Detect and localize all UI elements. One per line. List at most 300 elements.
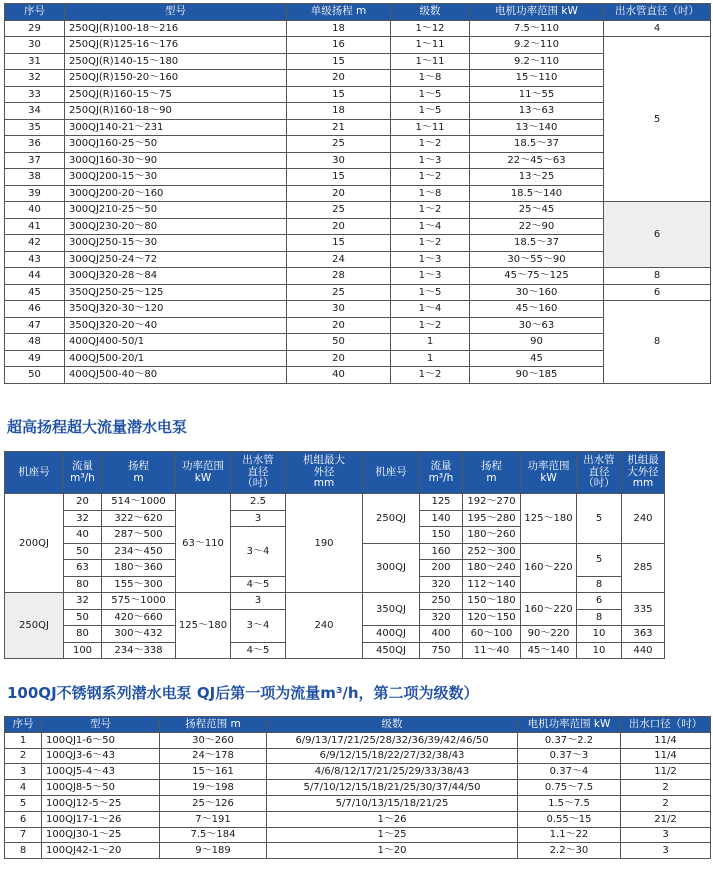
power-cell: 45～75～125 [470,268,604,285]
head-cell: 180～240 [463,560,521,577]
index-cell: 39 [5,185,65,202]
flow-unit: m³/h [70,471,95,484]
od-cell: 190 [286,494,363,593]
model-cell: 300QJ160-30～90 [65,152,287,169]
flow-cell: 32 [64,510,102,527]
model-cell: 100QJ1-6～50 [42,732,160,748]
power-cell: 11～55 [470,86,604,103]
seat-cell: 450QJ [363,642,420,659]
power-cell: 45 [470,350,604,367]
flow-cell: 125 [420,494,463,511]
model-cell: 400QJ500-40～80 [65,367,287,384]
stages-cell: 1～26 [267,811,518,827]
stages-cell: 1～5 [391,86,470,103]
stages-cell: 1～2 [391,202,470,219]
stages-cell: 1～11 [391,37,470,54]
model-cell: 300QJ210-25～50 [65,202,287,219]
stage-head-cell: 20 [287,185,391,202]
index-cell: 4 [5,780,42,796]
table-body [5,732,711,858]
col-header-power: 电机功率范围 kW [470,4,604,21]
table-row [5,748,711,764]
model-cell: 300QJ200-15～30 [65,169,287,186]
pipe-cell: 3～4 [231,527,286,577]
stages-cell: 1～2 [391,367,470,384]
col-header-od [286,452,363,494]
pipe-cell: 4～5 [231,642,286,659]
seat-cell: 350QJ [363,593,420,626]
head-cell: 150～180 [463,593,521,610]
model-cell: 100QJ12-5～25 [42,795,160,811]
pipe-cell: 4 [604,20,711,37]
head-cell: 9～189 [160,843,267,859]
pipe-cell: 10 [577,626,622,643]
stages-cell: 4/6/8/12/17/21/25/29/33/38/43 [267,764,518,780]
index-cell: 6 [5,811,42,827]
outlet-cell: 11/4 [621,748,711,764]
od-unit-r: mm [632,477,654,490]
pipe-unit-r: （吋） [583,477,615,490]
pipe-cell: 8 [577,576,622,593]
stage-head-cell: 30 [287,152,391,169]
stage-head-cell: 18 [287,103,391,120]
flow-cell: 140 [420,510,463,527]
od-label-2-r: 大外径 [627,465,659,478]
index-cell: 50 [5,367,65,384]
flow-cell: 320 [420,576,463,593]
head-cell: 120～150 [463,609,521,626]
model-cell: 300QJ140-21～231 [65,119,287,136]
stages-cell: 1～11 [391,53,470,70]
table-header-row [5,4,711,21]
pump-spec-table-3 [4,716,711,859]
model-cell: 250QJ(R)160-15～75 [65,86,287,103]
col-header-head [102,452,176,494]
stages-cell: 1～5 [391,284,470,301]
power-cell: 22～45～63 [470,152,604,169]
seat-cell: 300QJ [363,543,420,593]
flow-cell: 80 [64,576,102,593]
head-cell: 575～1000 [102,593,176,610]
od-label-r: 机组最 [627,454,659,467]
head-cell: 24～178 [160,748,267,764]
table-row [5,301,711,318]
col-header-flow-r [420,452,463,494]
col-header-stages: 级数 [391,4,470,21]
head-cell: 234～338 [102,642,176,659]
seat-cell: 250QJ [363,494,420,544]
power-cell: 1.5～7.5 [518,795,621,811]
head-cell: 234～450 [102,543,176,560]
power-label: 功率范围 [182,459,224,472]
stages-cell: 1 [391,334,470,351]
col-header-od-r [622,452,665,494]
model-cell: 250QJ(R)125-16～176 [65,37,287,54]
pipe-label-r: 出水管 [583,454,615,467]
power-cell: 9.2～110 [470,53,604,70]
model-cell: 100QJ3-6～43 [42,748,160,764]
head-cell: 7.5～184 [160,827,267,843]
power-cell: 7.5～110 [470,20,604,37]
col-header-head: 扬程范围 m [160,717,267,733]
section-title-super-high-head: 超高扬程超大流量潜水电泵 [7,418,188,436]
index-cell: 5 [5,795,42,811]
outlet-cell: 2 [621,795,711,811]
power-cell: 22～90 [470,218,604,235]
index-cell: 42 [5,235,65,252]
head-cell: 192～270 [463,494,521,511]
model-cell: 100QJ5-4～43 [42,764,160,780]
pipe-cell: 8 [604,301,711,384]
col-header-power: 电机功率范围 kW [518,717,621,733]
head-cell: 287～500 [102,527,176,544]
power-cell: 45～160 [470,301,604,318]
power-cell: 13～63 [470,103,604,120]
power-cell: 45～140 [521,642,577,659]
flow-label-r: 流量 [430,459,452,472]
table-body [5,494,711,659]
flow-cell: 63 [64,560,102,577]
index-cell: 30 [5,37,65,54]
index-cell: 36 [5,136,65,153]
power-cell: 30～55～90 [470,251,604,268]
model-cell: 300QJ160-25～50 [65,136,287,153]
head-cell: 11～40 [463,642,521,659]
model-cell: 250QJ(R)100-18～216 [65,20,287,37]
pipe-cell: 3 [231,593,286,610]
stages-cell: 1～12 [391,20,470,37]
stage-head-cell: 25 [287,202,391,219]
model-cell: 350QJ320-20～40 [65,317,287,334]
pipe-cell: 5 [604,37,711,202]
stage-head-cell: 21 [287,119,391,136]
model-cell: 300QJ250-15～30 [65,235,287,252]
index-cell: 31 [5,53,65,70]
stage-head-cell: 20 [287,70,391,87]
table-row [5,843,711,859]
power-cell: 18.5～37 [470,235,604,252]
seat-cell: 250QJ [5,593,64,659]
pipe-cell: 2.5 [231,494,286,511]
model-cell: 350QJ250-25～125 [65,284,287,301]
model-cell: 250QJ(R)150-20～160 [65,70,287,87]
stage-head-cell: 16 [287,37,391,54]
power-cell: 0.55～15 [518,811,621,827]
col-header-index: 序号 [5,4,65,21]
stage-head-cell: 40 [287,367,391,384]
od-cell: 335 [622,593,665,626]
stages-cell: 1～4 [391,218,470,235]
head-cell: 19～198 [160,780,267,796]
stage-head-cell: 15 [287,53,391,70]
head-unit: m [133,471,144,484]
pipe-unit: （吋） [242,477,274,490]
model-cell: 250QJ(R)140-15～180 [65,53,287,70]
stage-head-cell: 30 [287,301,391,318]
stages-cell: 1～4 [391,301,470,318]
od-cell: 440 [622,642,665,659]
power-cell: 15～110 [470,70,604,87]
stage-head-cell: 25 [287,284,391,301]
table-body [5,20,711,383]
outlet-cell: 11/4 [621,732,711,748]
flow-cell: 750 [420,642,463,659]
index-cell: 1 [5,732,42,748]
col-header-flow [64,452,102,494]
power-cell: 25～45 [470,202,604,219]
outlet-cell: 21/2 [621,811,711,827]
pipe-cell: 5 [577,543,622,576]
index-cell: 45 [5,284,65,301]
pipe-cell: 8 [577,609,622,626]
flow-cell: 100 [64,642,102,659]
stage-head-cell: 20 [287,317,391,334]
model-cell: 100QJ42-1～20 [42,843,160,859]
power-cell: 30～160 [470,284,604,301]
index-cell: 7 [5,827,42,843]
model-cell: 100QJ17-1～26 [42,811,160,827]
flow-cell: 50 [64,543,102,560]
section-title-stainless: 100QJ不锈钢系列潜水电泵 QJ后第一项为流量m³/h，第二项为级数） [7,684,479,702]
stages-cell: 1～20 [267,843,518,859]
table-row [5,494,711,511]
power-cell: 63～110 [176,494,231,593]
head-cell: 180～260 [463,527,521,544]
model-cell: 300QJ230-20～80 [65,218,287,235]
stage-head-cell: 15 [287,235,391,252]
col-header-stages: 级数 [267,717,518,733]
stages-cell: 1～25 [267,827,518,843]
outlet-cell: 2 [621,780,711,796]
col-header-head-r [463,452,521,494]
index-cell: 32 [5,70,65,87]
stages-cell: 1～5 [391,103,470,120]
pipe-cell: 10 [577,642,622,659]
od-cell: 240 [286,593,363,659]
stage-head-cell: 50 [287,334,391,351]
col-header-outlet: 出水口径（吋） [621,717,711,733]
outlet-cell: 3 [621,827,711,843]
flow-unit-r: m³/h [428,471,454,484]
head-cell: 155～300 [102,576,176,593]
index-cell: 47 [5,317,65,334]
index-cell: 48 [5,334,65,351]
head-label-r: 扬程 [481,459,502,472]
stages-cell: 1～2 [391,136,470,153]
head-cell: 195～280 [463,510,521,527]
col-header-power-r [521,452,577,494]
index-cell: 33 [5,86,65,103]
table-row [5,202,711,219]
table-row [5,795,711,811]
table-row [5,20,711,37]
head-cell: 60～100 [463,626,521,643]
power-cell: 125～180 [176,593,231,659]
pump-spec-table-1 [4,3,711,384]
table-row [5,268,711,285]
stage-head-cell: 18 [287,20,391,37]
col-header-stage-head: 单级扬程 m [287,4,391,21]
col-header-seat-r: 机座号 [363,452,420,494]
index-cell: 35 [5,119,65,136]
model-cell: 350QJ320-30～120 [65,301,287,318]
table-row [5,593,711,610]
index-cell: 40 [5,202,65,219]
stages-cell: 6/9/12/15/18/22/27/32/38/43 [267,748,518,764]
seat-cell: 400QJ [363,626,420,643]
od-cell: 363 [622,626,665,643]
table-row [5,780,711,796]
col-header-index: 序号 [5,717,42,733]
stage-head-cell: 20 [287,218,391,235]
head-cell: 30～260 [160,732,267,748]
table-row [5,764,711,780]
col-header-pipe-r [577,452,622,494]
model-cell: 100QJ30-1～25 [42,827,160,843]
stages-cell: 1～3 [391,251,470,268]
pipe-label: 出水管 [242,454,274,467]
stage-head-cell: 28 [287,268,391,285]
index-cell: 29 [5,20,65,37]
power-cell: 0.37～2.2 [518,732,621,748]
stage-head-cell: 20 [287,350,391,367]
head-cell: 112～140 [463,576,521,593]
table-row [5,732,711,748]
flow-cell: 320 [420,609,463,626]
stages-cell: 1～11 [391,119,470,136]
model-cell: 300QJ200-20～160 [65,185,287,202]
head-cell: 180～360 [102,560,176,577]
pipe-label-2-r: 直径 [588,465,610,478]
power-cell: 13～25 [470,169,604,186]
outlet-cell: 11/2 [621,764,711,780]
stages-cell: 1～2 [391,235,470,252]
power-cell: 160～220 [521,543,577,593]
index-cell: 2 [5,748,42,764]
table-header-row [5,717,711,733]
head-cell: 322～620 [102,510,176,527]
od-cell: 285 [622,543,665,593]
flow-cell: 32 [64,593,102,610]
head-cell: 514～1000 [102,494,176,511]
index-cell: 49 [5,350,65,367]
outlet-cell: 3 [621,843,711,859]
pipe-label-2: 直径 [247,465,269,478]
table-row [5,811,711,827]
pipe-cell: 3 [231,510,286,527]
index-cell: 34 [5,103,65,120]
head-cell: 300～432 [102,626,176,643]
stages-cell: 1 [391,350,470,367]
flow-cell: 80 [64,626,102,643]
power-cell: 0.75～7.5 [518,780,621,796]
model-cell: 250QJ(R)160-18～90 [65,103,287,120]
stages-cell: 1～8 [391,185,470,202]
stages-cell: 1～2 [391,317,470,334]
power-cell: 18.5～37 [470,136,604,153]
stages-cell: 1～3 [391,268,470,285]
power-cell: 125～180 [521,494,577,544]
power-cell: 0.37～3 [518,748,621,764]
stage-head-cell: 15 [287,86,391,103]
table-row [5,827,711,843]
head-cell: 7～191 [160,811,267,827]
stage-head-cell: 25 [287,136,391,153]
flow-label: 流量 [72,459,93,472]
index-cell: 44 [5,268,65,285]
index-cell: 46 [5,301,65,318]
power-cell: 90 [470,334,604,351]
od-unit: mm [313,477,335,490]
power-cell: 1.1～22 [518,827,621,843]
col-header-power [176,452,231,494]
power-cell: 18.5～140 [470,185,604,202]
pipe-cell: 6 [604,284,711,301]
col-header-seat: 机座号 [5,452,64,494]
flow-cell: 150 [420,527,463,544]
flow-cell: 40 [64,527,102,544]
power-cell: 2.2～30 [518,843,621,859]
pump-spec-table-2 [4,451,711,659]
flow-cell: 400 [420,626,463,643]
flow-cell: 250 [420,593,463,610]
stage-head-cell: 15 [287,169,391,186]
model-cell: 300QJ320-28～84 [65,268,287,285]
od-label-2: 外径 [313,465,335,478]
col-header-model: 型号 [65,4,287,21]
index-cell: 8 [5,843,42,859]
head-cell: 15～161 [160,764,267,780]
od-label: 机组最大 [303,454,345,467]
power-cell: 0.37～4 [518,764,621,780]
flow-cell: 160 [420,543,463,560]
index-cell: 41 [5,218,65,235]
index-cell: 3 [5,764,42,780]
index-cell: 37 [5,152,65,169]
stages-cell: 5/7/10/12/15/18/21/25/30/37/44/50 [267,780,518,796]
power-cell: 160～220 [521,593,577,626]
stage-head-cell: 24 [287,251,391,268]
model-cell: 300QJ250-24～72 [65,251,287,268]
seat-cell: 200QJ [5,494,64,593]
head-label: 扬程 [128,459,149,472]
head-cell: 25～126 [160,795,267,811]
stages-cell: 6/9/13/17/21/25/28/32/36/39/42/46/50 [267,732,518,748]
od-cell: 240 [622,494,665,544]
index-cell: 38 [5,169,65,186]
head-cell: 420～660 [102,609,176,626]
power-unit-r: kW [540,471,557,484]
col-header-pipe [231,452,286,494]
pipe-cell: 5 [577,494,622,544]
power-cell: 30～63 [470,317,604,334]
index-cell: 43 [5,251,65,268]
flow-cell: 20 [64,494,102,511]
table-header-row [5,452,711,494]
table-row [5,284,711,301]
stages-cell: 1～2 [391,169,470,186]
power-label-r: 功率范围 [527,459,570,472]
power-cell: 90～220 [521,626,577,643]
power-cell: 9.2～110 [470,37,604,54]
flow-cell: 50 [64,609,102,626]
stages-cell: 1～8 [391,70,470,87]
model-cell: 400QJ500-20/1 [65,350,287,367]
stages-cell: 1～3 [391,152,470,169]
power-cell: 13～140 [470,119,604,136]
pipe-cell: 6 [577,593,622,610]
col-header-pipe: 出水管直径（吋） [604,4,711,21]
